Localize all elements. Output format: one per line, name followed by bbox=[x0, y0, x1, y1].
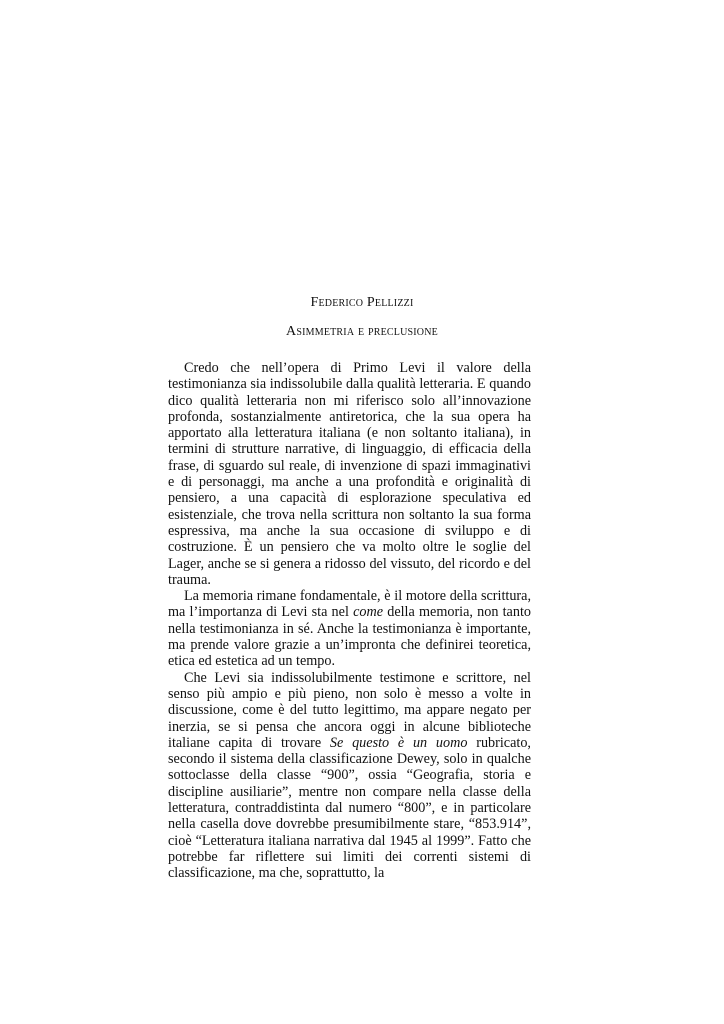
paragraph-3-italic: Se questo è un uomo bbox=[329, 734, 468, 751]
paragraph-2 bbox=[168, 588, 531, 669]
paragraph-2-italic: come bbox=[353, 604, 384, 621]
paragraph-2-text-before: La memoria rimane fondamentale, è il motore della scrittura, ma l’importanza di Levi sta nel bbox=[168, 588, 531, 621]
paragraph-3-text-after: rubricato, secondo il sistema della classificazione Dewey, solo in qualche sottoclasse della classe “900”, ossia “Geografia, storia e discipline ausiliarie”, mentre non compare nella classe della letteratura, contraddistinta dal numero “800”, e in particolare nella casella dove dovrebbe presumibilmente stare, “853.914”, cioè “Letteratura italiana narrativa dal 1945 al 1999”. Fatto che potrebbe far riflettere sui limiti dei correnti sistemi di classificazione, ma che, soprattutto, la bbox=[168, 734, 531, 882]
paragraph-3-text-before: Che Levi sia indissolubilmente testimone e scrittore, nel senso più ampio e più pieno, non solo è messo a volte in discussione, come è del tutto legittimo, ma appare negato per inerzia, se si pensa che ancora oggi in alcune biblioteche italiane capita di trovare bbox=[168, 669, 531, 751]
paragraph-3 bbox=[168, 670, 531, 882]
paragraph-1 bbox=[168, 360, 531, 588]
body-text bbox=[168, 360, 531, 882]
paragraph-1-text: Credo che nell’opera di Primo Levi il valore della testimonianza sia indissolubile dalla qualità letteraria. E quando dico qualità letteraria non mi riferisco solo all’innovazione profonda, sostanzialmente antiretorica, che la sua opera ha apportato alla letteratura italiana (e non soltanto italiana), in termini di strutture narrative, di linguaggio, di efficacia della frase, di sguardo sul reale, di invenzione di spazi immaginativi e di personaggi, ma anche a una profondità e originalità di pensiero, a una capacità di esplorazione speculativa ed esistenziale, che trova nella scrittura non soltanto la sua forma espressiva, ma anche la sua occasione di sviluppo e di costruzione. È un pensiero che va molto oltre le soglie del Lager, anche se si genera a ridosso del vissuto, del ricordo e del trauma. bbox=[168, 360, 531, 588]
author-name: Federico Pellizzi bbox=[310, 295, 414, 310]
chapter-title: Asimmetria e preclusione bbox=[286, 324, 438, 339]
paragraph-2-text-after: della memoria, non tanto nella testimonianza in sé. Anche la testimonianza è importante, ma prende valore grazie a un’impronta che definirei teoretica, etica ed estetica ad un tempo. bbox=[168, 604, 531, 670]
